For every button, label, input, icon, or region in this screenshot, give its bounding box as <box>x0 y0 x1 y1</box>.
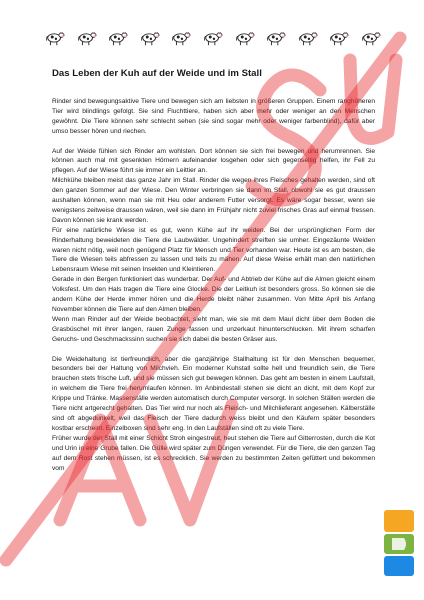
cow-icon <box>44 26 66 48</box>
cow-icon <box>202 26 224 48</box>
publisher-logo-icon <box>382 508 416 578</box>
cow-icon <box>234 26 256 48</box>
paragraph: Die Weidehaltung ist tierfreundlich, aber die ganzjährige Stallhaltung ist für den Menschen bequemer, besonders bei der Haltung von Milchvieh. Ein moderner Kuhstall sollte hell und freundlich sein, die Tiere brauchen stets frische Luft, und sie müssen sich gut bewegen können. Das geht am besten in einem Laufstall, in welchem die Tiere frei herumlaufen können. Im Anbindestall stehen sie dicht an dicht, mit dem Kopf zur Krippe und Tränke. Massenställe werden automatisch durch Computer versorgt. In solchen Ställen werden die Tiere nicht artgerecht gehalten. Das Tier wird nur noch als Fleisch- und Milchlieferant angesehen. Kälberställe sind oft abgedunkelt, weil das Fleisch der Tiere dadurch weiss bleibt und den Käufern später besonders kostbar erscheint. Einzelboxen sind sehr eng. In den Laufställen sind oft zu viele Tiere. <box>52 355 375 432</box>
paragraph: Auf der Weide fühlen sich Rinder am wohlsten. Dort können sie sich frei bewegen und herumrennen. Sie können auch mal mit gesenkten Hörnern aufeinander losgehen oder sich gegenseitig helfen, ihr Fell zu pflegen. Auf der Wiese führt sie immer ein Leittier an. <box>52 147 375 175</box>
paragraph: Milchkühe bleiben meist das ganze Jahr im Stall. Rinder die wegen ihres Fleisches gehalten werden, sind oft den ganzen Sommer auf der Wiese. Den Winter verbringen sie dann im Stall, obwohl sie es gut draussen aushalten können, wenn man sie mit Heu oder anderem Futter versorgt. Es wäre sogar besser, wenn sie wenigstens zeitweise draussen wären, weil sie dann im Frühjahr nicht zuviel frisches Gras auf einmal fressen. Davon können sie krank werden. <box>52 177 375 224</box>
paragraph: Wenn man Rinder auf der Weide beobachtet, sieht man, wie sie mit dem Maul dicht über dem Boden die Grasbüschel mit ihrer langen, rauen Zunge fassen und unzerkaut hinunterschlucken. Mit ihrem scharfen Geruchs- und Geschmackssinn suchen sie sich dabei die besten Gräser aus. <box>52 315 375 343</box>
paragraph: Für eine natürliche Wiese ist es gut, wenn Kühe auf ihr weiden. Bei der ursprünglichen Form der Rinderhaltung beweideten die Tiere die Laubwälder. Ungehindert streiften sie umher. Eingezäunte Weiden waren nicht nötig, weil noch genügend Platz für Mensch und Tier vorhanden war. Heute ist es am besten, die Tiere die Wiesen teils abfressen zu lassen und teils zu mähen. Auf diese Weise erhält man den natürlichen Lebensraum Wiese mit seinen Insekten und Kleintieren. <box>52 226 375 274</box>
paragraph: Gerade in den Bergen funktioniert das wunderbar. Der Auf- und Abtrieb der Kühe auf die Almen gleicht einem Volksfest. Um den Hals tragen die Tiere eine Glocke. Die der Leitkuh ist besonders gross. So können sie die andern Kühe der Herde immer hören und die Herde bleibt näher zusammen. Von Mitte April bis Anfang November können die Tiere auf den Almen bleiben. <box>52 276 375 314</box>
cow-icon <box>139 26 161 48</box>
paragraph: Früher wurde der Stall mit einer Schicht Stroh eingestreut, heut stehen die Tiere auf Gitterrosten, durch die Kot und Urin in eine Grube fallen. Die Gülle wird später zum Düngen verwendet. Für die Tiere, die den ganzen Tag auf dem Rost stehen müssen, ist es schrecklich. Sie werden zu bestimmten Zeiten gefüttert und bekommen vom <box>52 434 375 472</box>
cow-icon <box>107 26 129 48</box>
paragraph: Rinder sind bewegungsaktive Tiere und bewegen sich am liebsten in größeren Gruppen. Einem ranghöheren Tier wird blindlings gefolgt. Sie sind Fluchttiere, haben sich aber mehr oder weniger an den Menschen gewöhnt. Die Tiere können sehr schlecht sehen (sie sind sogar mehr oder weniger farbenblind), dafür aber umso besser hören und riechen. <box>52 98 375 135</box>
cow-icon <box>297 26 319 48</box>
cow-border <box>44 22 382 52</box>
cow-icon <box>170 26 192 48</box>
cow-icon <box>360 26 382 48</box>
cow-icon <box>265 26 287 48</box>
document-body <box>52 97 375 473</box>
document-title: Das Leben der Kuh auf der Weide und im Stall <box>52 68 262 79</box>
cow-icon <box>76 26 98 48</box>
cow-icon <box>328 26 350 48</box>
